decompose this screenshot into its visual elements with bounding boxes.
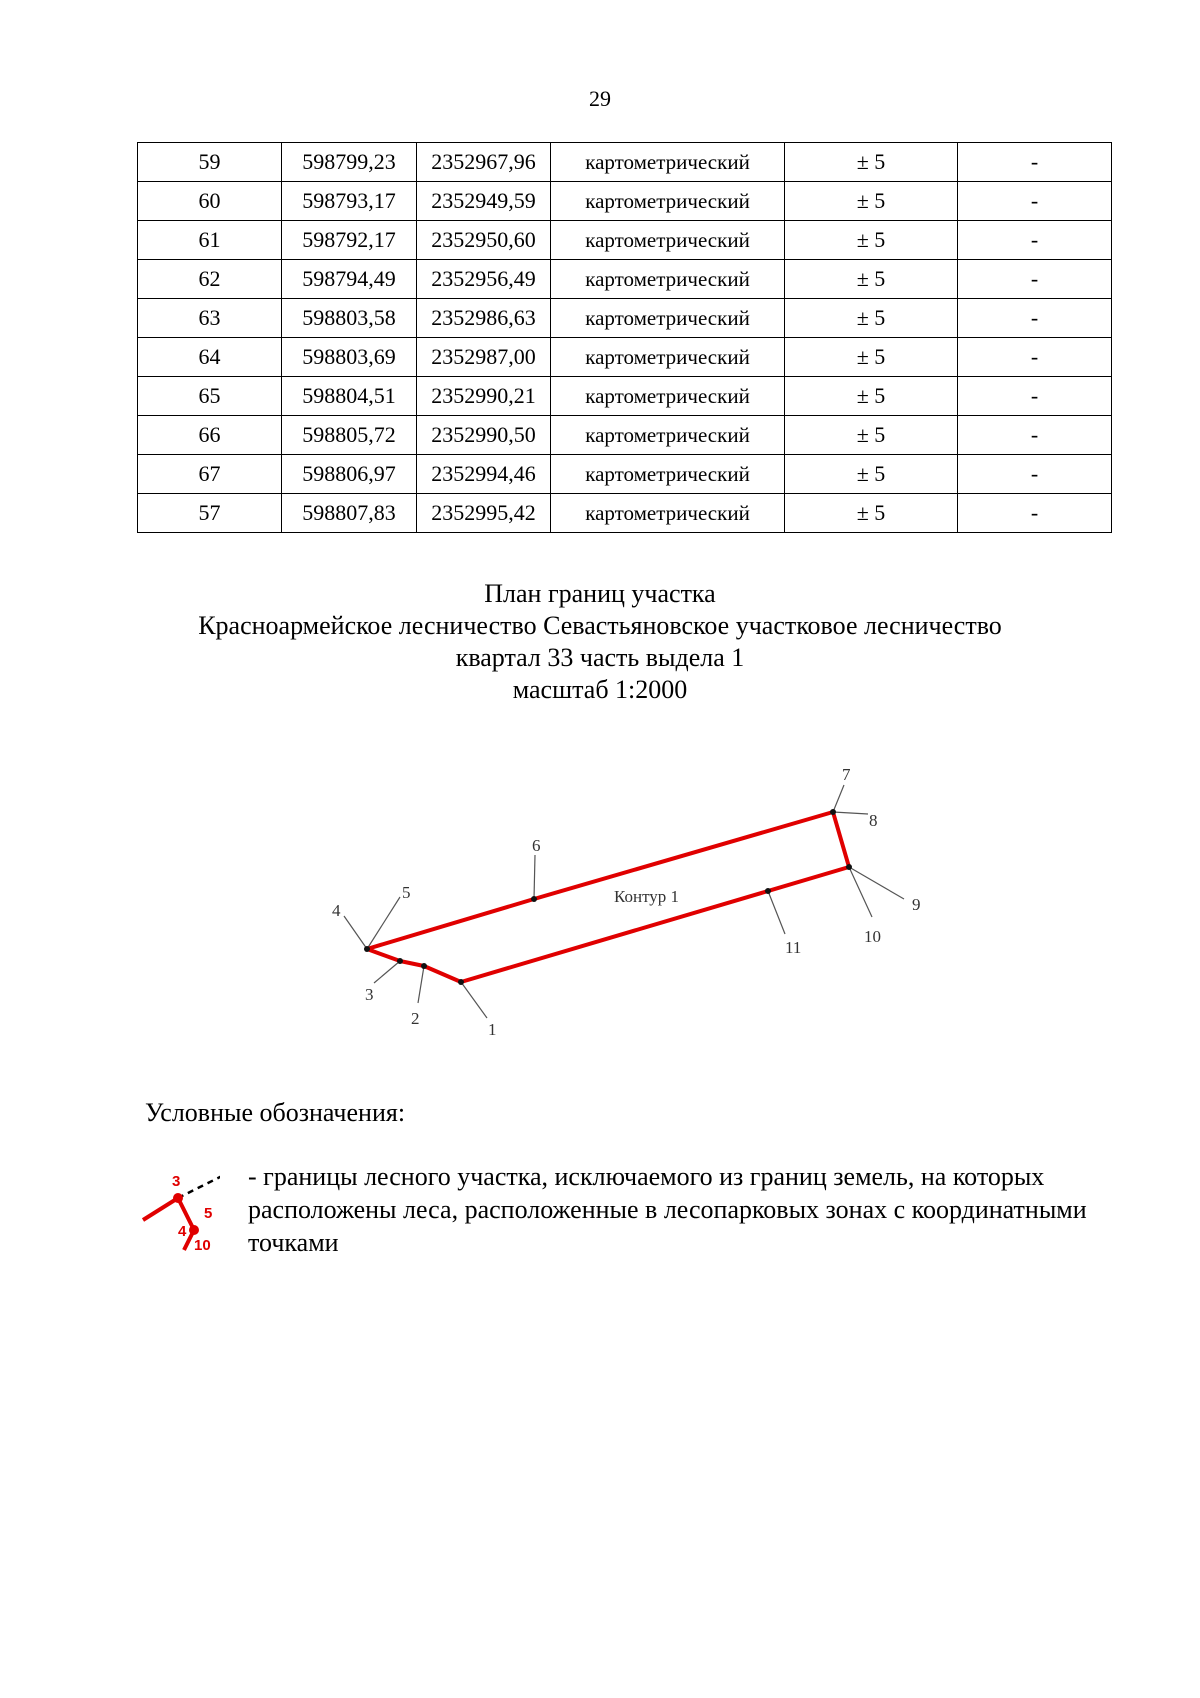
vertex-3 xyxy=(397,958,403,964)
cell-note: - xyxy=(958,494,1112,533)
cell-method: картометрический xyxy=(551,182,785,221)
cell-note: - xyxy=(958,416,1112,455)
leader-line-9 xyxy=(849,867,904,899)
plan-forestry: Красноармейское лесничество Севастьяновское участковое лесничество xyxy=(198,611,1002,640)
cell-point: 66 xyxy=(138,416,282,455)
point-label-7: 7 xyxy=(842,765,851,784)
cell-x: 598793,17 xyxy=(282,182,417,221)
leader-line-7 xyxy=(833,785,844,812)
cell-method: картометрический xyxy=(551,260,785,299)
boundary-contour xyxy=(367,812,849,982)
cell-x: 598792,17 xyxy=(282,221,417,260)
vertex-1 xyxy=(458,979,464,985)
cell-accuracy: ± 5 xyxy=(785,455,958,494)
leader-line-8 xyxy=(833,812,868,814)
vertex-9-10 xyxy=(846,864,852,870)
cell-x: 598799,23 xyxy=(282,143,417,182)
leader-line-10 xyxy=(849,867,872,917)
cell-note: - xyxy=(958,182,1112,221)
cell-point: 63 xyxy=(138,299,282,338)
cell-method: картометрический xyxy=(551,377,785,416)
legend-label-4: 4 xyxy=(178,1223,187,1240)
point-label-4: 4 xyxy=(332,901,341,920)
plan-title: План границ участка xyxy=(484,579,716,608)
vertex-7-8 xyxy=(830,809,836,815)
leader-line-3 xyxy=(374,961,400,983)
cell-accuracy: ± 5 xyxy=(785,416,958,455)
cell-accuracy: ± 5 xyxy=(785,299,958,338)
cell-y: 2352994,46 xyxy=(417,455,551,494)
point-label-8: 8 xyxy=(869,811,878,830)
cell-method: картометрический xyxy=(551,455,785,494)
vertex-11 xyxy=(765,888,771,894)
cell-method: картометрический xyxy=(551,143,785,182)
cell-note: - xyxy=(958,299,1112,338)
cell-point: 61 xyxy=(138,221,282,260)
point-label-1: 1 xyxy=(488,1020,497,1039)
vertex-2 xyxy=(421,963,427,969)
cell-x: 598803,58 xyxy=(282,299,417,338)
cell-note: - xyxy=(958,221,1112,260)
cell-y: 2352990,21 xyxy=(417,377,551,416)
leader-line-1 xyxy=(461,982,487,1018)
cell-x: 598806,97 xyxy=(282,455,417,494)
cell-accuracy: ± 5 xyxy=(785,182,958,221)
leader-line-11 xyxy=(768,891,785,934)
cell-method: картометрический xyxy=(551,494,785,533)
legend-label-5: 5 xyxy=(204,1205,213,1222)
legend-point-3 xyxy=(173,1193,183,1203)
point-label-10: 10 xyxy=(864,927,881,946)
cell-y: 2352956,49 xyxy=(417,260,551,299)
contour-label: Контур 1 xyxy=(614,887,680,906)
cell-y: 2352950,60 xyxy=(417,221,551,260)
legend-label-10: 10 xyxy=(194,1237,211,1254)
cell-accuracy: ± 5 xyxy=(785,260,958,299)
cell-accuracy: ± 5 xyxy=(785,221,958,260)
legend-heading: Условные обозначения: xyxy=(145,1098,406,1127)
cell-point: 60 xyxy=(138,182,282,221)
cell-accuracy: ± 5 xyxy=(785,143,958,182)
vertex-4-5 xyxy=(364,946,370,952)
boundary-legend-icon xyxy=(140,1168,220,1258)
cell-y: 2352990,50 xyxy=(417,416,551,455)
cell-y: 2352967,96 xyxy=(417,143,551,182)
cell-point: 62 xyxy=(138,260,282,299)
cell-note: - xyxy=(958,338,1112,377)
cell-point: 67 xyxy=(138,455,282,494)
point-label-6: 6 xyxy=(532,836,541,855)
cell-point: 57 xyxy=(138,494,282,533)
page-number: 29 xyxy=(589,86,611,111)
vertex-6 xyxy=(531,896,537,902)
cell-y: 2352987,00 xyxy=(417,338,551,377)
leader-line-6 xyxy=(534,855,535,899)
leader-line-4 xyxy=(344,916,367,949)
point-label-5: 5 xyxy=(402,883,411,902)
plan-scale: масштаб 1:2000 xyxy=(512,675,688,704)
point-label-3: 3 xyxy=(365,985,374,1004)
cell-accuracy: ± 5 xyxy=(785,338,958,377)
legend-label-3: 3 xyxy=(172,1173,181,1190)
cell-method: картометрический xyxy=(551,299,785,338)
cell-point: 64 xyxy=(138,338,282,377)
legend-description: - границы лесного участка, исключаемого из границ земель, на которых расположены леса, расположенные в лесопарковых зонах с координатными точками xyxy=(248,1162,1087,1257)
cell-point: 59 xyxy=(138,143,282,182)
cell-point: 65 xyxy=(138,377,282,416)
point-label-9: 9 xyxy=(912,895,921,914)
cell-y: 2352995,42 xyxy=(417,494,551,533)
cell-note: - xyxy=(958,455,1112,494)
cell-method: картометрический xyxy=(551,221,785,260)
leader-line-2 xyxy=(418,966,424,1003)
cell-y: 2352949,59 xyxy=(417,182,551,221)
plan-block: квартал 33 часть выдела 1 xyxy=(455,643,745,672)
cell-y: 2352986,63 xyxy=(417,299,551,338)
cell-note: - xyxy=(958,260,1112,299)
point-label-2: 2 xyxy=(411,1009,420,1028)
cell-method: картометрический xyxy=(551,338,785,377)
boundary-vertices xyxy=(364,809,852,985)
cell-accuracy: ± 5 xyxy=(785,494,958,533)
cell-x: 598804,51 xyxy=(282,377,417,416)
legend-boundary-line xyxy=(143,1198,194,1250)
point-label-11: 11 xyxy=(785,938,802,957)
cell-accuracy: ± 5 xyxy=(785,377,958,416)
cell-x: 598807,83 xyxy=(282,494,417,533)
cell-note: - xyxy=(958,377,1112,416)
legend-dashed-line xyxy=(178,1176,220,1198)
cell-x: 598803,69 xyxy=(282,338,417,377)
cell-note: - xyxy=(958,143,1112,182)
cell-x: 598794,49 xyxy=(282,260,417,299)
cell-x: 598805,72 xyxy=(282,416,417,455)
cell-method: картометрический xyxy=(551,416,785,455)
legend-point-4 xyxy=(189,1225,199,1235)
